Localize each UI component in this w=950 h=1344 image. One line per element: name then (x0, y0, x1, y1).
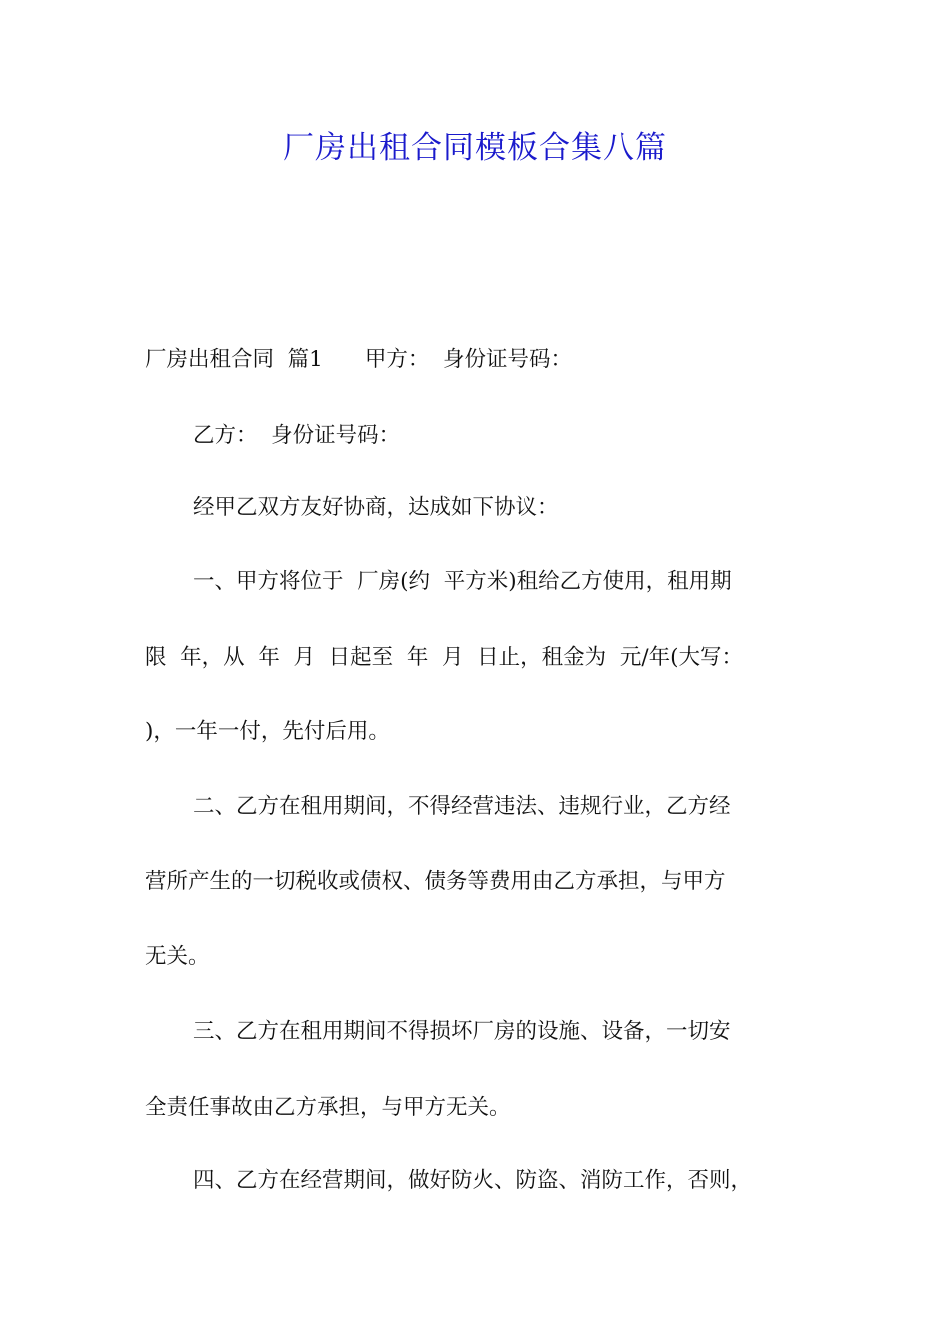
clause-4-line-1: 四、乙方在经营期间，做好防火、防盗、消防工作，否则， (193, 1168, 753, 1193)
clause-3-line-2: 全责任事故由乙方承担，与甲方无关。 (145, 1095, 511, 1120)
clause-1-line-3: )，一年一付，先付后用。 (145, 719, 390, 744)
contract-heading-line (145, 345, 572, 375)
agreement-intro: 经甲乙双方友好协商，达成如下协议： (193, 495, 559, 520)
clause-2-line-3: 无关。 (145, 944, 210, 969)
clause-3-line-1: 三、乙方在租用期间不得损坏厂房的设施、设备，一切安 (193, 1019, 731, 1044)
contract-heading: 厂房出租合同 篇1 (145, 347, 323, 372)
clause-1-line-1: 一、甲方将位于 厂房(约 平方米)租给乙方使用，租用期 (193, 569, 732, 594)
clause-1-line-2: 限 年，从 年 月 日起至 年 月 日止，租金为 元/年(大写： (145, 645, 743, 670)
party-b-line: 乙方： 身份证号码： (193, 423, 401, 448)
clause-2-line-2: 营所产生的一切税收或债权、债务等费用由乙方承担，与甲方 (145, 869, 726, 894)
document-title: 厂房出租合同模板合集八篇 (283, 130, 667, 166)
party-a-label: 甲方： 身份证号码： (364, 347, 573, 372)
clause-2-line-1: 二、乙方在租用期间，不得经营违法、违规行业，乙方经 (193, 794, 731, 819)
